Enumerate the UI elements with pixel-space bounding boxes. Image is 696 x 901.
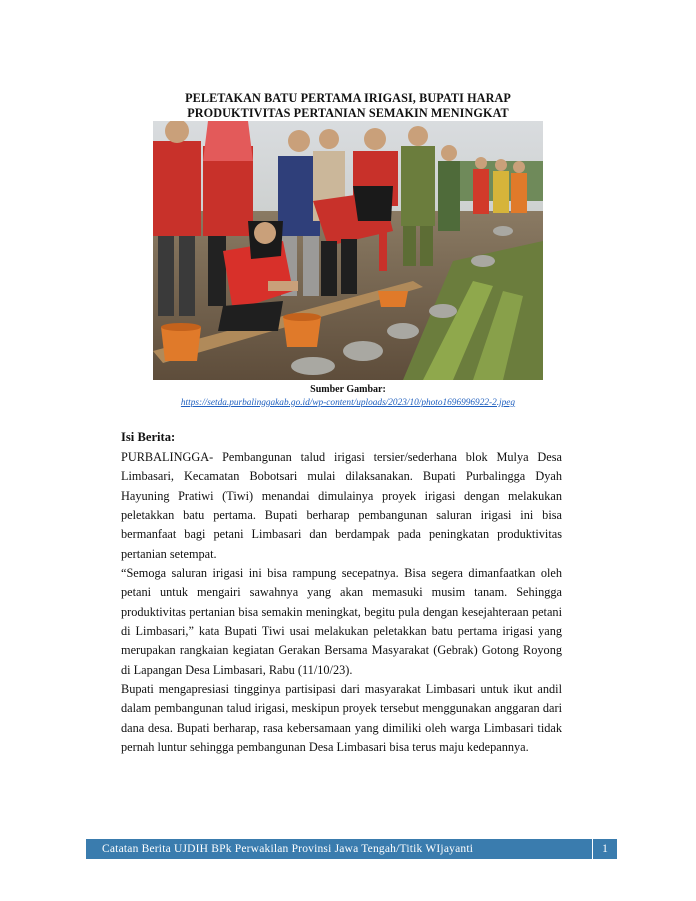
footer-bar [86, 839, 617, 859]
paragraph-2: “Semoga saluran irigasi ini bisa rampung secepatnya. Bisa segera dimanfaatkan oleh petani untuk mengairi sawahnya yang akan memasuki musim tanam. Sehingga produktivitas pertanian bisa semakin meningkat, begitu pula dengan kesejahteraan petani di Limbasari,” kata Bupati Tiwi usai melakukan peletakkan batu pertama irigasi yang merupakan rangkaian kegiatan Gerakan Bersama Masyarakat (Gebrak) Gotong Royong di Lapangan Desa Limbasari, Rabu (11/10/23). [121, 566, 562, 677]
image-source-link[interactable]: https://setda.purbalinggakab.go.id/wp-content/uploads/2023/10/photo1696996922-2.jpeg [180, 398, 516, 408]
paragraph-3: Bupati mengapresiasi tingginya partisipasi dari masyarakat Limbasari untuk ikut andil dalam pembangunan talud irigasi, meskipun proyek tersebut menggunakan anggaran dari dana desa. Bupati berharap, rasa kebersamaan yang dimiliki oleh warga Limbasari tidak pernah luntur sehingga pembangunan Desa Limbasari bisa terus maju kedepannya. [121, 682, 562, 755]
photo-illustration [153, 121, 543, 380]
image-caption-label: Sumber Gambar: [310, 384, 386, 395]
article-title [120, 91, 576, 120]
article-photo [153, 121, 543, 380]
section-heading: Isi Berita: [121, 430, 176, 444]
paragraph-1: PURBALINGGA- Pembangunan talud irigasi tersier/sederhana blok Mulya Desa Limbasari, Kecamatan Bobotsari mulai dilaksanakan. Bupati Purbalingga Dyah Hayuning Pratiwi (Tiwi) menandai dimulainya proyek irigasi dengan melakukan peletakkan batu pertama. Bupati berharap pembangunan saluran irigasi ini bisa bermanfaat bagi petani Limbasari dan berdampak pada peningkatan produktivitas pertanian setempat. [121, 450, 562, 561]
article-body [121, 448, 562, 758]
footer-text: Catatan Berita UJDIH BPk Perwakilan Provinsi Jawa Tengah/Titik WIjayanti [102, 843, 474, 855]
article-title-line-2: PRODUKTIVITAS PERTANIAN SEMAKIN MENINGKAT [187, 105, 509, 120]
page-number: 1 [592, 839, 617, 859]
article-title-line-1: PELETAKAN BATU PERTAMA IRIGASI, BUPATI HARAP [185, 91, 511, 105]
